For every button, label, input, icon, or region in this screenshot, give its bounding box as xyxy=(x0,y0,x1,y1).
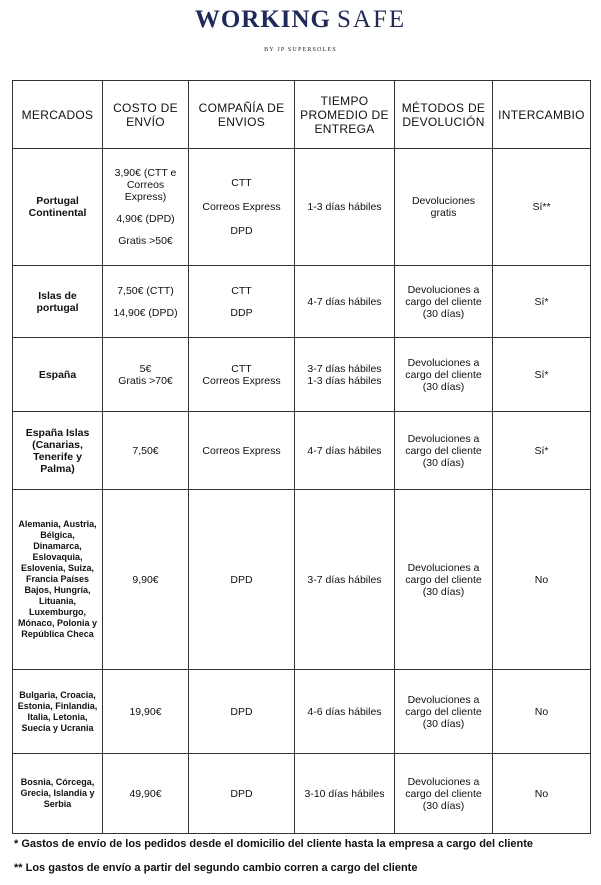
market-cell: Islas de portugal xyxy=(13,266,103,338)
exchange-cell: No xyxy=(493,670,591,754)
time-cell xyxy=(295,149,395,266)
cost-line: 4,90€ (DPD) xyxy=(116,213,175,225)
table-row xyxy=(13,266,591,338)
market-cell: Bosnia, Córcega, Grecia, Islandia y Serbia xyxy=(13,754,103,834)
market-cell: España Islas (Canarias, Tenerife y Palma) xyxy=(13,412,103,490)
market-cell: España xyxy=(13,338,103,412)
table-row xyxy=(13,754,591,834)
company-line: DPD xyxy=(230,787,253,800)
company-line: DPD xyxy=(230,705,253,718)
exchange-cell: No xyxy=(493,490,591,670)
exchange-cell: Sí* xyxy=(493,412,591,490)
cost-line: 9,90€ xyxy=(132,573,159,586)
time-line: 3-7 días hábiles xyxy=(307,362,382,375)
cost-cell xyxy=(103,412,189,490)
company-line: Correos Express xyxy=(202,444,281,457)
table-row xyxy=(13,412,591,490)
header-markets: MERCADOS xyxy=(13,81,103,149)
table-row xyxy=(13,490,591,670)
brand-tagline: BY JP SUPERSOLES xyxy=(264,47,337,53)
time-cell xyxy=(295,670,395,754)
cost-cell xyxy=(103,490,189,670)
company-cell xyxy=(189,149,295,266)
time-cell xyxy=(295,266,395,338)
company-line: Correos Express xyxy=(202,201,281,213)
company-cell xyxy=(189,490,295,670)
header-cost: COSTO DE ENVÍO xyxy=(103,81,189,149)
company-line: CTT xyxy=(231,284,252,297)
time-cell xyxy=(295,338,395,412)
market-cell: Bulgaria, Croacia, Estonia, Finlandia, Italia, Letonia, Suecia y Ucrania xyxy=(13,670,103,754)
returns-cell: Devoluciones gratis xyxy=(395,149,493,266)
time-cell xyxy=(295,490,395,670)
returns-cell: Devoluciones a cargo del cliente (30 días) xyxy=(395,412,493,490)
company-cell xyxy=(189,754,295,834)
cost-line: Gratis >70€ xyxy=(118,374,173,387)
returns-cell: Devoluciones a cargo del cliente (30 días) xyxy=(395,266,493,338)
time-cell xyxy=(295,412,395,490)
cost-cell xyxy=(103,149,189,266)
time-line: 4-6 días hábiles xyxy=(307,705,382,718)
cost-cell xyxy=(103,670,189,754)
cost-cell xyxy=(103,266,189,338)
table-row xyxy=(13,338,591,412)
returns-cell: Devoluciones a cargo del cliente (30 días) xyxy=(395,338,493,412)
time-line: 3-7 días hábiles xyxy=(307,573,382,586)
table-header-row xyxy=(13,81,591,149)
cost-line: Gratis >50€ xyxy=(118,235,173,247)
footnote-single-asterisk: * Gastos de envío de los pedidos desde el domicilio del cliente hasta la empresa a cargo del cliente xyxy=(14,838,534,850)
exchange-cell: Sí* xyxy=(493,338,591,412)
cost-line: 14,90€ (DPD) xyxy=(113,306,178,319)
cost-line: 19,90€ xyxy=(129,705,162,718)
company-line: CTT xyxy=(231,177,252,189)
header-time: TIEMPO PROMEDIO DE ENTREGA xyxy=(295,81,395,149)
logo-word-working: WORKING xyxy=(194,6,332,33)
footnote-double-asterisk: ** Los gastos de envío a partir del segundo cambio corren a cargo del cliente xyxy=(14,862,418,874)
returns-cell: Devoluciones a cargo del cliente (30 días) xyxy=(395,490,493,670)
header-returns: MÉTODOS DE DEVOLUCIÓN xyxy=(395,81,493,149)
cost-cell xyxy=(103,338,189,412)
cost-line: 49,90€ xyxy=(129,787,162,800)
returns-cell: Devoluciones a cargo del cliente (30 días) xyxy=(395,754,493,834)
brand-header xyxy=(0,0,601,70)
company-cell xyxy=(189,338,295,412)
time-cell xyxy=(295,754,395,834)
exchange-cell: No xyxy=(493,754,591,834)
company-line: CTT xyxy=(231,362,252,375)
header-exchange: INTERCAMBIO xyxy=(493,81,591,149)
company-line: Correos Express xyxy=(202,374,281,387)
company-line: DDP xyxy=(230,306,253,319)
time-line: 4-7 días hábiles xyxy=(307,295,382,308)
cost-line: 5€ xyxy=(139,362,152,375)
exchange-cell: Sí* xyxy=(493,266,591,338)
time-line: 3-10 días hábiles xyxy=(304,787,385,800)
time-line: 1-3 días hábiles xyxy=(307,201,382,213)
market-cell: Portugal Continental xyxy=(13,149,103,266)
time-line: 4-7 días hábiles xyxy=(307,444,382,457)
company-cell xyxy=(189,266,295,338)
logo-word-safe: SAFE xyxy=(337,6,407,33)
returns-cell: Devoluciones a cargo del cliente (30 días) xyxy=(395,670,493,754)
header-company: COMPAÑÍA DE ENVIOS xyxy=(189,81,295,149)
company-line: DPD xyxy=(230,225,253,237)
table-row xyxy=(13,670,591,754)
cost-line: 7,50€ xyxy=(132,444,159,457)
company-cell xyxy=(189,412,295,490)
table-row xyxy=(13,149,591,266)
time-line: 1-3 días hábiles xyxy=(307,374,382,387)
market-cell: Alemania, Austria, Bélgica, Dinamarca, Eslovaquia, Eslovenia, Suiza, Francia Países Bajos, Hungría, Lituania, Luxemburgo, Mónaco, Polonia y República Checa xyxy=(13,490,103,670)
brand-logo xyxy=(0,6,601,34)
company-cell xyxy=(189,670,295,754)
cost-line: 7,50€ (CTT) xyxy=(117,284,174,297)
exchange-cell: Sí** xyxy=(493,149,591,266)
cost-line: 3,90€ (CTT e Correos Express) xyxy=(114,167,177,203)
shipping-table xyxy=(12,80,591,834)
company-line: DPD xyxy=(230,573,253,586)
cost-cell xyxy=(103,754,189,834)
